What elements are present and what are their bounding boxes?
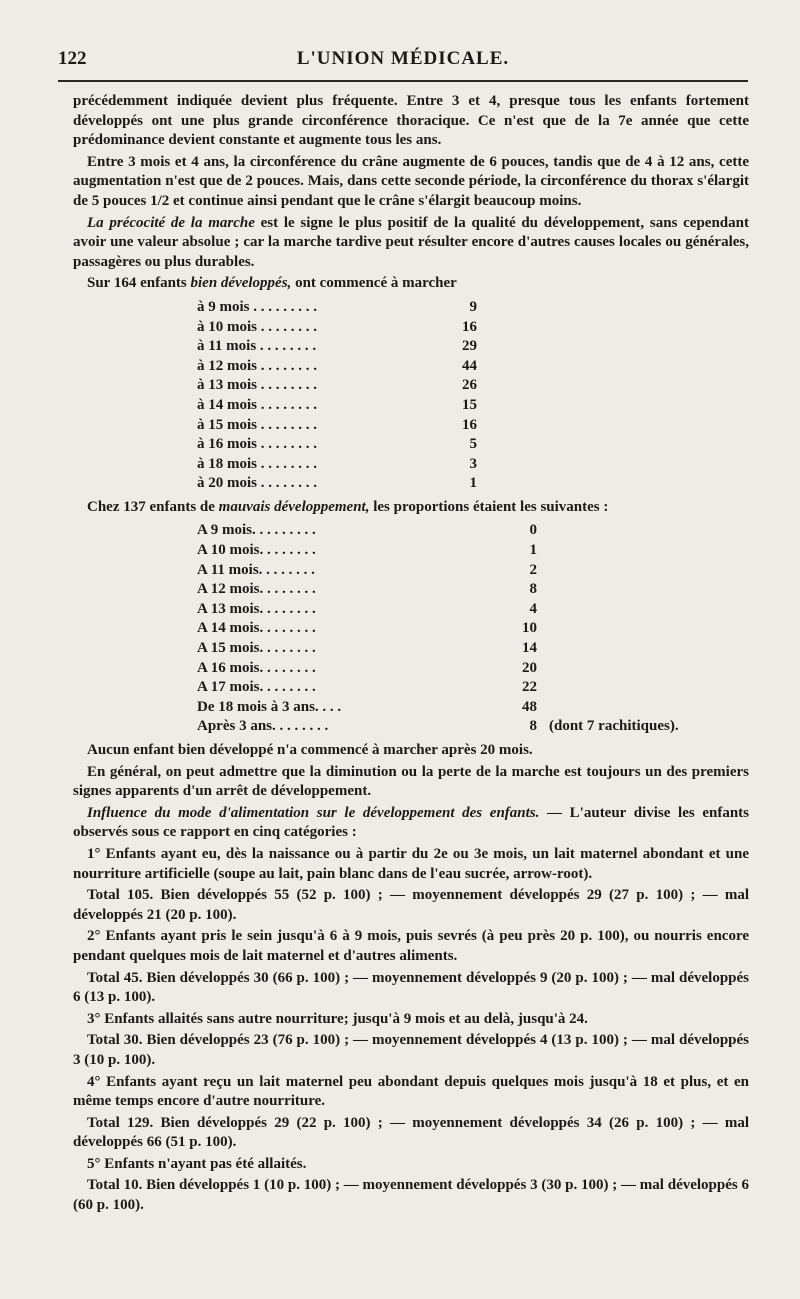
table-row	[73, 600, 749, 620]
row-value: 3	[469, 455, 477, 472]
row-value: 20	[522, 659, 537, 676]
paragraph: précédemment indiquée devient plus fréquente. Entre 3 et 4, presque tous les enfants fortement développés ont une plus grande circonférence thoracique. Ce n'est que de la 7e année que cette prédominance devient constante et augmente tous les ans.	[73, 93, 749, 149]
row-label: De 18 mois à 3 ans. . . .	[197, 698, 342, 715]
table-row	[73, 659, 749, 679]
article-body	[73, 92, 749, 1218]
lead-text: Chez 137 enfants de	[87, 498, 219, 515]
walking-table-poorly-developed	[73, 521, 749, 737]
row-label: à 20 mois . . . . . . . .	[197, 475, 317, 492]
paragraph: Aucun enfant bien développé n'a commencé à marcher après 20 mois.	[87, 742, 533, 758]
row-value: 14	[522, 640, 537, 657]
section-heading: Influence du mode d'alimentation sur le développement des enfants.	[87, 804, 540, 821]
lead-italic: bien développés,	[190, 275, 292, 292]
row-value: 9	[469, 298, 477, 315]
table-row	[73, 318, 749, 338]
row-value: 0	[529, 522, 537, 539]
category-2: 2° Enfants ayant pris le sein jusqu'à 6 à 9 mois, puis sevrés (à peu près 20 p. 100), ou nourris encore pendant quelques mois de lait maternel et d'autres aliments.	[73, 928, 749, 964]
category-5-total: Total 10. Bien développés 1 (10 p. 100) ; — moyennement développés 3 (30 p. 100) ; — mal développés 6 (60 p. 100).	[73, 1177, 749, 1214]
category-3: 3° Enfants allaités sans autre nourriture; jusqu'à 9 mois et au delà, jusqu'à 24.	[87, 1010, 588, 1027]
row-value: 29	[462, 338, 477, 355]
italic-phrase: La précocité de la marche	[87, 214, 255, 231]
page-header	[58, 42, 748, 76]
table-lead	[73, 498, 749, 518]
table-row	[73, 396, 749, 416]
row-value: 44	[462, 357, 477, 374]
journal-title: L'UNION MÉDICALE.	[296, 48, 510, 69]
row-value: 10	[522, 620, 537, 637]
lead-text: ont commencé à marcher	[291, 275, 457, 292]
category-2-total: Total 45. Bien développés 30 (66 p. 100) ; — moyennement développés 9 (20 p. 100) ; — mal développés 6 (13 p. 100).	[73, 969, 749, 1006]
table-row	[73, 521, 749, 541]
table-row	[73, 619, 749, 639]
row-label: à 13 mois . . . . . . . .	[197, 377, 317, 394]
row-value: 1	[529, 542, 537, 559]
row-value: 5	[469, 436, 477, 453]
paragraph-text: est le signe le plus positif de la qualité du développement, sans cependant avoir une valeur absolue ; car la marche tardive peut résulter encore d'autres causes locales ou générales, passagères ou plus durables.	[73, 214, 749, 270]
paragraph	[73, 214, 749, 273]
table-row	[73, 416, 749, 436]
row-value: 1	[469, 475, 477, 492]
row-value: 8	[529, 718, 537, 735]
table-row	[73, 435, 749, 455]
lead-italic: mauvais développement,	[218, 498, 370, 515]
row-label: A 14 mois. . . . . . . .	[197, 620, 316, 637]
row-label: A 12 mois. . . . . . . .	[197, 581, 316, 598]
paragraph: Entre 3 mois et 4 ans, la circonférence du crâne augmente de 6 pouces, tandis que de 4 à 12 ans, cette augmentation n'est que de 2 pouces. Mais, dans cette seconde période, la circonférence du thorax s'élargit de 5 pouces 1/2 et continue ainsi pendant que le crâne s'élargit beaucoup moins.	[73, 153, 749, 209]
table-row	[73, 474, 749, 494]
table-row	[73, 376, 749, 396]
table-row	[73, 455, 749, 475]
row-label: A 9 mois. . . . . . . . .	[197, 522, 316, 539]
row-note: (dont 7 rachitiques).	[549, 718, 679, 735]
row-value: 22	[522, 679, 537, 696]
row-value: 16	[462, 318, 477, 335]
page-number: 122	[58, 48, 87, 69]
row-label: à 18 mois . . . . . . . .	[197, 455, 317, 472]
category-1: 1° Enfants ayant eu, dès la naissance ou à partir du 2e ou 3e mois, un lait maternel abondant et une nourriture artificielle (soupe au lait, pain blanc dans de l'eau sucrée, arrow-root).	[73, 845, 749, 882]
category-5: 5° Enfants n'ayant pas été allaités.	[87, 1155, 307, 1172]
row-label: à 9 mois . . . . . . . . .	[197, 298, 317, 315]
row-label: à 14 mois . . . . . . . .	[197, 396, 317, 413]
row-label: Après 3 ans. . . . . . . .	[197, 718, 329, 735]
table-row	[73, 541, 749, 561]
table-row	[73, 337, 749, 357]
walking-table-well-developed	[73, 298, 749, 494]
row-label: A 11 mois. . . . . . . .	[197, 561, 315, 578]
table-row	[73, 678, 749, 698]
row-label: à 15 mois . . . . . . . .	[197, 416, 317, 433]
table-row	[73, 698, 749, 718]
row-label: à 16 mois . . . . . . . .	[197, 436, 317, 453]
table-row	[73, 298, 749, 318]
category-3-total: Total 30. Bien développés 23 (76 p. 100) ; — moyennement développés 4 (13 p. 100) ; — mal développés 3 (10 p. 100).	[73, 1032, 749, 1068]
row-value: 26	[462, 377, 477, 394]
table-row	[73, 357, 749, 377]
category-4: 4° Enfants ayant reçu un lait maternel peu abondant depuis quelques mois jusqu'à 18 et plus, et en même temps encore d'autre nourriture.	[73, 1073, 749, 1110]
table-row	[73, 580, 749, 600]
row-label: à 10 mois . . . . . . . .	[197, 318, 317, 335]
row-label: A 10 mois. . . . . . . .	[197, 542, 316, 559]
table-row	[73, 561, 749, 581]
row-value: 2	[529, 561, 537, 578]
row-label: A 13 mois. . . . . . . .	[197, 600, 316, 617]
lead-text: les proportions étaient les suivantes :	[369, 498, 609, 515]
row-value: 48	[522, 698, 537, 715]
lead-text: Sur 164 enfants	[87, 275, 191, 292]
category-4-total: Total 129. Bien développés 29 (22 p. 100) ; — moyennement développés 34 (26 p. 100) ; — mal développés 66 (51 p. 100).	[73, 1114, 749, 1151]
paragraph	[73, 804, 749, 843]
row-value: 16	[462, 416, 477, 433]
row-value: 15	[462, 396, 477, 413]
row-label: à 12 mois . . . . . . . .	[197, 357, 317, 374]
paragraph: En général, on peut admettre que la diminution ou la perte de la marche est toujours un des premiers signes apparents d'un arrêt de développement.	[73, 763, 749, 800]
table-row	[73, 717, 749, 737]
row-label: à 11 mois . . . . . . . .	[197, 338, 317, 355]
category-1-total: Total 105. Bien développés 55 (52 p. 100) ; — moyennement développés 29 (27 p. 100) ; — mal développés 21 (20 p. 100).	[73, 887, 749, 923]
table-row	[73, 639, 749, 659]
row-label: A 15 mois. . . . . . . .	[197, 640, 316, 657]
row-value: 4	[529, 600, 537, 617]
row-label: A 17 mois. . . . . . . .	[197, 679, 316, 696]
row-label: A 16 mois. . . . . . . .	[197, 659, 316, 676]
paragraph-text: — L'auteur divise les enfants observés sous ce rapport en cinq catégories :	[73, 804, 750, 841]
row-value: 8	[529, 581, 537, 598]
header-rule	[58, 80, 748, 82]
table-lead	[73, 274, 749, 294]
